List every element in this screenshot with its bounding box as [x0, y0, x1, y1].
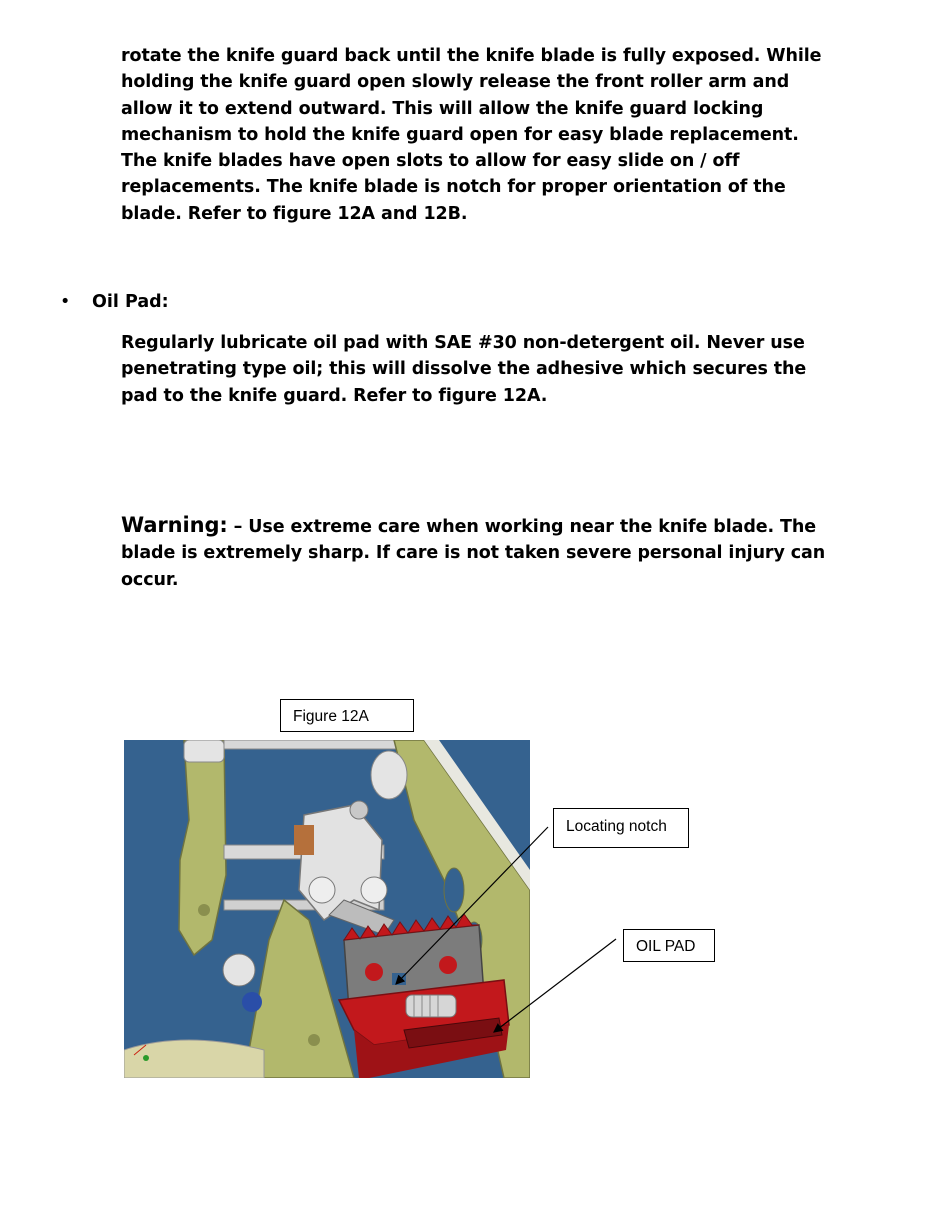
figure-caption: Figure 12A — [280, 699, 414, 732]
warning-label: Warning: — [121, 513, 228, 537]
oil-pad-paragraph: Regularly lubricate oil pad with SAE #30 non-detergent oil. Never use penetrating type oil; this will dissolve the adhesive which secures the pad to the knife guard. Refer to figure 12A. — [121, 333, 807, 406]
oil-pad-callout: OIL PAD — [623, 929, 715, 962]
bullet-icon: • — [60, 292, 71, 312]
warning-paragraph — [121, 512, 833, 593]
warning-text: – Use extreme care when working near the knife blade. The blade is extremely sharp. If care is not taken severe personal injury can occur. — [121, 517, 826, 590]
mechanism-illustration — [124, 740, 530, 1078]
blade-replacement-paragraph: rotate the knife guard back until the knife blade is fully exposed. While holding the knife guard open slowly release the front roller arm and allow it to extend outward. This will allow the knife guard locking mechanism to hold the knife guard open for easy blade replacement. The knife blades have open slots to allow for easy slide on / off replacements. The knife blade is notch for proper orientation of the blade. Refer to figure 12A and 12B. — [121, 46, 822, 224]
figure-12a-image — [124, 740, 530, 1078]
oil-pad-heading: Oil Pad: — [92, 292, 169, 312]
locating-notch-callout: Locating notch — [553, 808, 689, 848]
